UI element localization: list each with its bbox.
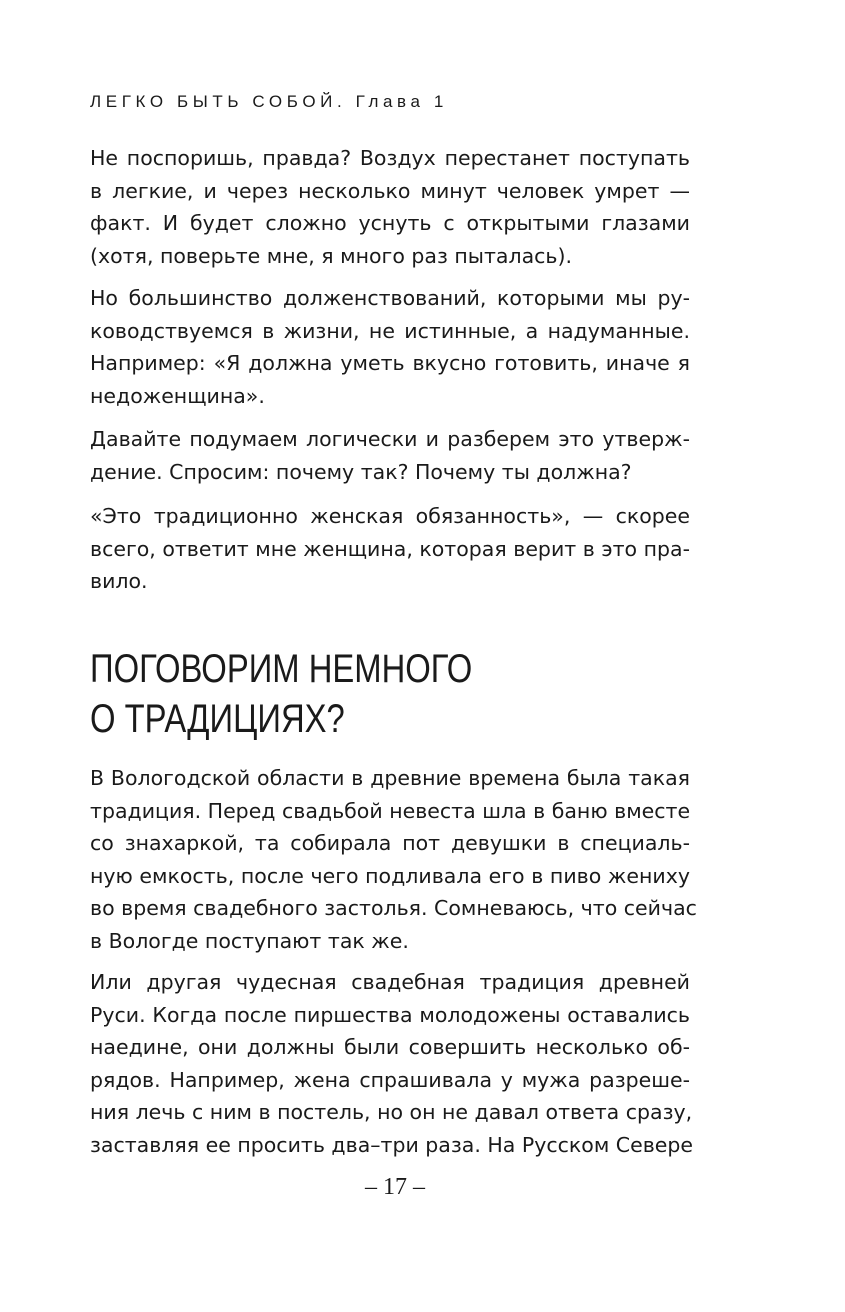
section-heading-line-1: ПОГОВОРИМ НЕМНОГО xyxy=(90,647,473,691)
text-line: ную емкость, после чего подливала его в пиво жениху xyxy=(90,863,690,888)
text-line: во время свадебного застолья. Сомневаюсь, что сейчас xyxy=(90,896,697,920)
text-line: Давайте подумаем логически и разберем это утверж- xyxy=(90,427,690,451)
text-line: Например: «Я должна уметь вкусно готовить, иначе я xyxy=(90,351,690,375)
text-line: Но большинство долженствований, которыми мы ру- xyxy=(90,286,690,310)
text-line: В Вологодской области в древние времена была такая xyxy=(90,766,690,790)
paragraph xyxy=(90,282,690,412)
text-line: рядов. Например, жена спрашивала у мужа разреше- xyxy=(90,1067,690,1092)
paragraph xyxy=(90,966,694,1161)
text-line: наедине, они должны были совершить несколько об- xyxy=(90,1035,690,1059)
paragraph xyxy=(90,500,690,598)
text-line: всего, ответит мне женщина, которая верит в это пра- xyxy=(90,536,690,561)
text-line: (хотя, поверьте мне, я много раз пыталась). xyxy=(90,243,573,268)
text-line: «Это традиционно женская обязанность», — скорее xyxy=(90,504,690,528)
text-line: заставляя ее просить два–три раза. На Русском Севере xyxy=(90,1132,694,1157)
paragraph xyxy=(90,762,697,957)
text-line: ководствуемся в жизни, не истинные, а надуманные. xyxy=(90,318,690,343)
text-line: дение. Спросим: почему так? Почему ты должна? xyxy=(90,459,632,484)
text-line: со знахаркой, та собирала пот девушки в специаль- xyxy=(90,831,690,855)
text-line: Не поспоришь, правда? Воздух перестанет поступать xyxy=(90,146,690,170)
page-number: – 17 – xyxy=(365,1174,425,1200)
running-head: ЛЕГКО БЫТЬ СОБОЙ. Глава 1 xyxy=(90,92,448,111)
text-line: Или другая чудесная свадебная традиция древней xyxy=(90,970,690,994)
text-line: традиция. Перед свадьбой невеста шла в баню вместе xyxy=(90,798,691,823)
text-line: факт. И будет сложно уснуть с открытыми глазами xyxy=(90,211,690,235)
text-line: ния лечь с ним в постель, но он не давал ответа сразу, xyxy=(90,1100,693,1124)
text-line: в Вологде поступают так же. xyxy=(90,928,409,953)
paragraph xyxy=(90,423,690,488)
text-line: в легкие, и через несколько минут человек умрет — xyxy=(90,178,690,203)
text-line: Руси. Когда после пиршества молодожены оставались xyxy=(90,1002,690,1027)
paragraph xyxy=(90,142,690,272)
section-heading-line-2: О ТРАДИЦИЯХ? xyxy=(90,697,345,741)
text-line: недоженщина». xyxy=(90,383,265,408)
text-line: вило. xyxy=(90,569,148,593)
